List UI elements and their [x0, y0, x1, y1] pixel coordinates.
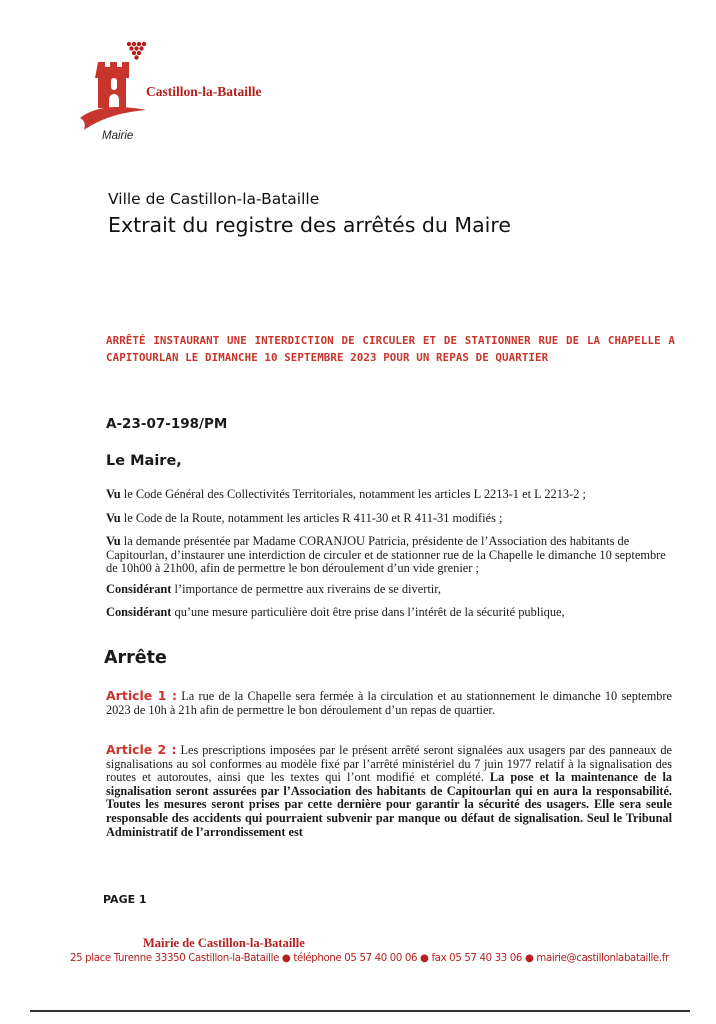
register-heading: Extrait du registre des arrêtés du Maire: [108, 213, 511, 237]
article-bold-text: La pose et la maintenance de la signalisation seront assurées par l’Association des habitants de Capitourlan qui en aura la responsabilité. Toutes les mesures seront prises par cette dernière pour garantir la sécurité des usagers. Elle sera seule responsable des accidents qui pourraient subvenir par manque ou défaut de signalisation. Seul le Tribunal Administratif de l’arrondissement est: [106, 770, 673, 839]
visa-text: l’importance de permettre aux riverains de se divertir,: [171, 582, 441, 596]
article-label: Article 1 :: [106, 688, 178, 703]
logo-town-name: Castillon-la-Bataille: [146, 84, 262, 99]
visa-lead: Vu: [106, 511, 121, 525]
visa-lead: Considérant: [106, 582, 172, 596]
visa-item: [106, 583, 672, 597]
logo-subtitle: Mairie: [102, 130, 134, 142]
visa-lead: Vu: [106, 487, 121, 501]
decree-reference: A-23-07-198/PM: [106, 416, 228, 432]
visa-text: qu’une mesure particulière doit être prise dans l’intérêt de la sécurité publique,: [171, 605, 565, 619]
footer-address: 25 place Turenne 33350 Castillon-la-Bataille ● téléphone 05 57 40 00 06 ● fax 05 57 40 33 06 ● mairie@castillonlabataille.fr: [70, 953, 669, 964]
castillon-logo: [78, 40, 308, 150]
visa-item: [106, 512, 672, 526]
decree-title: ARRÊTÉ INSTAURANT UNE INTERDICTION DE CIRCULER ET DE STATIONNER RUE DE LA CHAPELLE A CAPITOURLAN LE DIMANCHE 10 SEPTEMBRE 2023 POUR UN REPAS DE QUARTIER: [106, 334, 675, 364]
footer-name: Mairie de Castillon-la-Bataille: [143, 936, 305, 950]
footer-divider: [30, 1010, 690, 1012]
visa-text: le Code de la Route, notamment les articles R 411-30 et R 411-31 modifiés ;: [120, 511, 503, 525]
visa-item: [106, 606, 672, 620]
visa-lead: Vu: [106, 534, 121, 548]
town-heading: Ville de Castillon-la-Bataille: [108, 190, 320, 208]
article-text: La rue de la Chapelle sera fermée à la circulation et au stationnement le dimanche 10 septembre 2023 de 10h à 21h afin de permettre le bon déroulement d’un repas de quartier.: [106, 689, 672, 717]
article-1: [106, 689, 672, 717]
visa-text: la demande présentée par Madame CORANJOU Patricia, présidente de l’Association des habitants de Capitourlan, d’instaurer une interdiction de circuler et de stationner rue de la Chapelle le dimanche 10 septembre de 10h00 à 21h00, afin de permettre le bon déroulement d’un vide grenier ;: [106, 534, 666, 575]
visa-item: [106, 535, 672, 576]
le-maire-heading: Le Maire,: [106, 453, 182, 469]
castle-grapes-emblem: [78, 40, 148, 132]
visa-item: [106, 488, 672, 502]
visa-lead: Considérant: [106, 605, 172, 619]
article-2: [106, 743, 672, 839]
page-number: PAGE 1: [103, 893, 147, 906]
arrete-heading: Arrête: [104, 648, 167, 668]
article-label: Article 2 :: [106, 742, 177, 757]
visa-text: le Code Général des Collectivités Territoriales, notamment les articles L 2213-1 et L 2213-2 ;: [120, 487, 586, 501]
article-text: Les prescriptions imposées par le présent arrêté seront signalées aux usagers par des panneaux de signalisations au sol conformes au modèle fixé par l’arrêté ministériel du 7 juin 1977 relatif à la signalisation des routes et autoroutes, ainsi que les textes qui l’ont modifié et complété.: [106, 743, 672, 785]
